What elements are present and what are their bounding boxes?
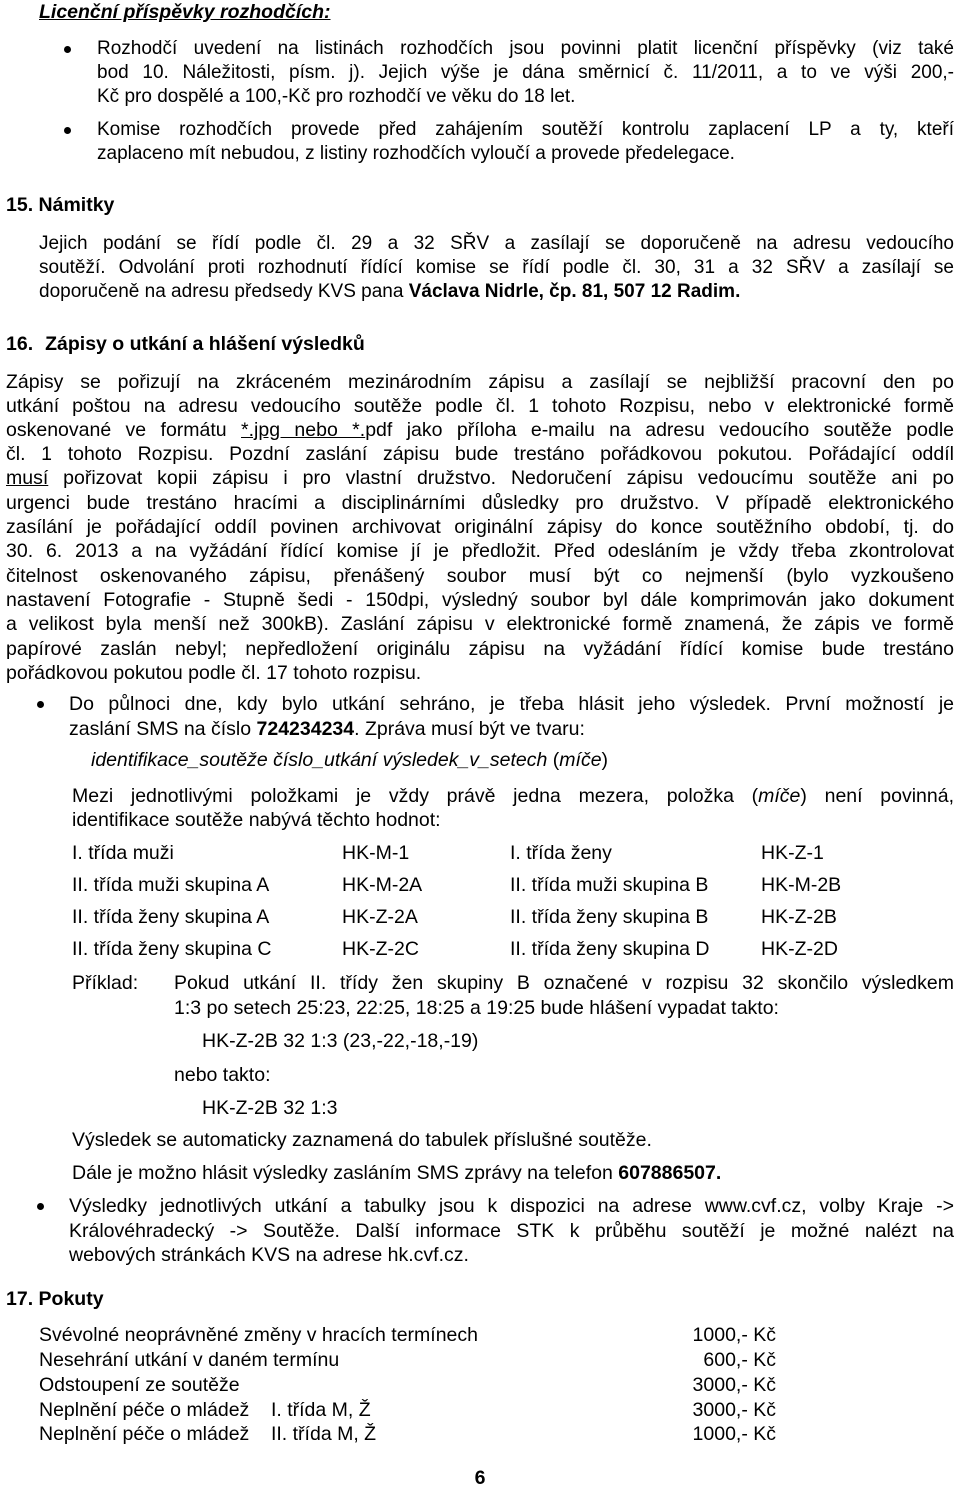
phone-note: Dále je možno hlásit výsledky zasláním SMS zprávy na telefon 607886507.	[72, 1162, 722, 1184]
code-label: II. třída muži skupina B	[510, 874, 709, 896]
code-value: HK-Z-1	[761, 842, 824, 864]
section-16-heading: 16. Zápisy o utkání a hlášení výsledků	[6, 333, 365, 355]
licence-bullet2-line1: Komise rozhodčích provede před zahájením soutěží kontrolu zaplacení LP a ty, kteří	[97, 119, 954, 140]
code-value: HK-Z-2C	[342, 938, 419, 960]
code-label: I. třída ženy	[510, 842, 612, 864]
code-value: HK-Z-2A	[342, 906, 418, 928]
bullet-icon	[37, 1203, 44, 1210]
s16-line7: zasílání je pořádající oddíl povinen archivovat originální zápisy do konce soutěžního období, tj. do	[6, 516, 954, 538]
example-code1: HK-Z-2B 32 1:3 (23,-22,-18,-19)	[202, 1030, 479, 1052]
section-17-heading: 17. Pokuty	[6, 1288, 104, 1310]
code-value: HK-M-2A	[342, 874, 423, 896]
section-15-heading: 15. Námitky	[6, 194, 115, 216]
code-value: HK-Z-2B	[761, 906, 837, 928]
bullet-icon	[37, 701, 44, 708]
code-value: HK-M-2B	[761, 874, 842, 896]
example-text2: 1:3 po setech 25:23, 22:25, 18:25 a 19:25 bude hlášení vypadat takto:	[174, 997, 779, 1019]
licence-heading: Licenční příspěvky rozhodčích:	[39, 1, 331, 23]
results-line1: Výsledky jednotlivých utkání a tabulky jsou k dispozici na adrese www.cvf.cz, volby Kraje ->	[69, 1195, 954, 1217]
fine-label: Neplnění péče o mládež I. třída M, Ž	[39, 1399, 371, 1421]
fine-label: Odstoupení ze soutěže	[39, 1374, 240, 1396]
s16-line3: oskenované ve formátu *.jpg nebo *.pdf jako příloha e-mailu na adresu vedoucího soutěže podle	[6, 419, 954, 441]
s16-line4: čl. 1 tohoto Rozpisu. Pozdní zaslání zápisu bude trestáno pořádkovou pokutou. Pořádající oddíl	[6, 443, 954, 465]
fine-amount: 1000,- Kč	[692, 1423, 776, 1445]
s16-line6: urgenci bude trestáno hracími a disciplinárními důsledky pro družstvo. V případě elektronického	[6, 492, 954, 514]
auto-record-note: Výsledek se automaticky zaznamená do tabulek příslušné soutěže.	[72, 1129, 652, 1151]
s16-line2: utkání poštou na adresu vedoucího soutěže podle čl. 1 tohoto Rozpisu, nebo v elektronické formě	[6, 395, 954, 417]
code-label: I. třída muži	[72, 842, 174, 864]
code-label: II. třída ženy skupina A	[72, 906, 270, 928]
s16-line8: 30. 6. 2013 a na vyžádání řídící komise jí je předložit. Před odesláním je vždy třeba zkontrolovat	[6, 540, 954, 562]
results-line2: Královéhradecký -> Soutěže. Další informace STK k průběhu soutěží je možné nalézt na	[69, 1220, 954, 1242]
fine-label: Neplnění péče o mládež II. třída M, Ž	[39, 1423, 377, 1445]
s15-line3: doporučeně na adresu předsedy KVS pana Václava Nidrle, čp. 81, 507 12 Radim.	[39, 281, 741, 302]
code-value: HK-M-1	[342, 842, 410, 864]
licence-bullet2-line2: zaplaceno mít nebudou, z listiny rozhodčích vyloučí a provede předelegace.	[97, 143, 735, 164]
s16-line12: papírové zaslán nebyl; nepředložení originálu zápisu na vyžádání řídící komise bude trestáno	[6, 638, 954, 660]
licence-bullet1-line1: Rozhodčí uvedení na listinách rozhodčích jsou povinni platit licenční příspěvky (viz také	[97, 38, 954, 59]
fine-amount: 600,- Kč	[703, 1349, 776, 1371]
code-label: II. třída ženy skupina C	[72, 938, 272, 960]
s15-address: Václava Nidrle, čp. 81, 507 12 Radim.	[408, 281, 741, 302]
example-label: Příklad:	[72, 972, 139, 994]
s16-line13: pořádkovou pokutou podle čl. 17 tohoto rozpisu.	[6, 662, 422, 684]
s16-line1: Zápisy se pořizují na zkráceném mezinárodním zápisu a zasílají se nejbližší pracovní den po	[6, 371, 954, 393]
sms-line1: Do půlnoci dne, kdy bylo utkání sehráno, je třeba hlásit jeho výsledek. První možností je	[69, 693, 954, 715]
fine-label: Svévolné neoprávněné změny v hracích termínech	[39, 1324, 478, 1346]
fine-amount: 3000,- Kč	[692, 1399, 776, 1421]
code-value: HK-Z-2D	[761, 938, 838, 960]
licence-bullet1-line2: bod 10. Náležitosti, písm. j). Jejich výše je dána směrnicí č. 11/2011, a to ve výši 200,-	[97, 62, 954, 83]
sms-desc1: Mezi jednotlivými položkami je vždy právě jedna mezera, položka (míče) není povinná,	[72, 785, 954, 807]
s16-line5: musí pořizovat kopii zápisu i pro vlastní družstvo. Nedoručení zápisu vedoucímu soutěže ani po	[6, 467, 954, 489]
bullet-icon	[64, 46, 71, 53]
example-text1: Pokud utkání II. třídy žen skupiny B označené v rozpisu 32 skončilo výsledkem	[174, 972, 954, 994]
results-line3: webových stránkách KVS na adrese hk.cvf.cz.	[69, 1244, 469, 1266]
example-code2: HK-Z-2B 32 1:3	[202, 1097, 338, 1119]
s16-line11: a velikost byla menší než 300kB). Zaslání zápisu v elektronické formě znamená, že zápis ve formě	[6, 613, 954, 635]
code-label: II. třída ženy skupina B	[510, 906, 709, 928]
code-label: II. třída muži skupina A	[72, 874, 270, 896]
sms-format: identifikace_soutěže číslo_utkání výsledek_v_setech (míče)	[91, 749, 609, 771]
fine-amount: 3000,- Kč	[692, 1374, 776, 1396]
code-label: II. třída ženy skupina D	[510, 938, 710, 960]
s15-line1: Jejich podání se řídí podle čl. 29 a 32 SŘV a zasílají se doporučeně na adresu vedoucího	[39, 233, 954, 254]
s15-line2: soutěží. Odvolání proti rozhodnutí řídící komise se řídí podle čl. 30, 31 a 32 SŘV a zasílají se	[39, 257, 954, 278]
sms-desc2: identifikace soutěže nabývá těchto hodnot:	[72, 809, 441, 831]
licence-bullet1-line3: Kč pro dospělé a 100,-Kč pro rozhodčí ve věku do 18 let.	[97, 86, 576, 107]
sms-number: 724234234	[256, 718, 355, 740]
s16-line9: čitelnost oskenovaného zápisu, přenášený soubor musí být co nejmenší (bylo vyzkoušeno	[6, 565, 954, 587]
bullet-icon	[64, 127, 71, 134]
sms-line2: zaslání SMS na číslo 724234234. Zpráva musí být ve tvaru:	[69, 718, 585, 740]
s16-line10: nastavení Fotografie - Stupně šedi - 150dpi, výsledný soubor byl dále komprimován jako dokument	[6, 589, 954, 611]
fine-label: Nesehrání utkání v daném termínu	[39, 1349, 340, 1371]
fine-amount: 1000,- Kč	[692, 1324, 776, 1346]
example-or: nebo takto:	[174, 1064, 271, 1086]
phone-number: 607886507.	[618, 1162, 722, 1184]
page-number: 6	[474, 1467, 486, 1489]
